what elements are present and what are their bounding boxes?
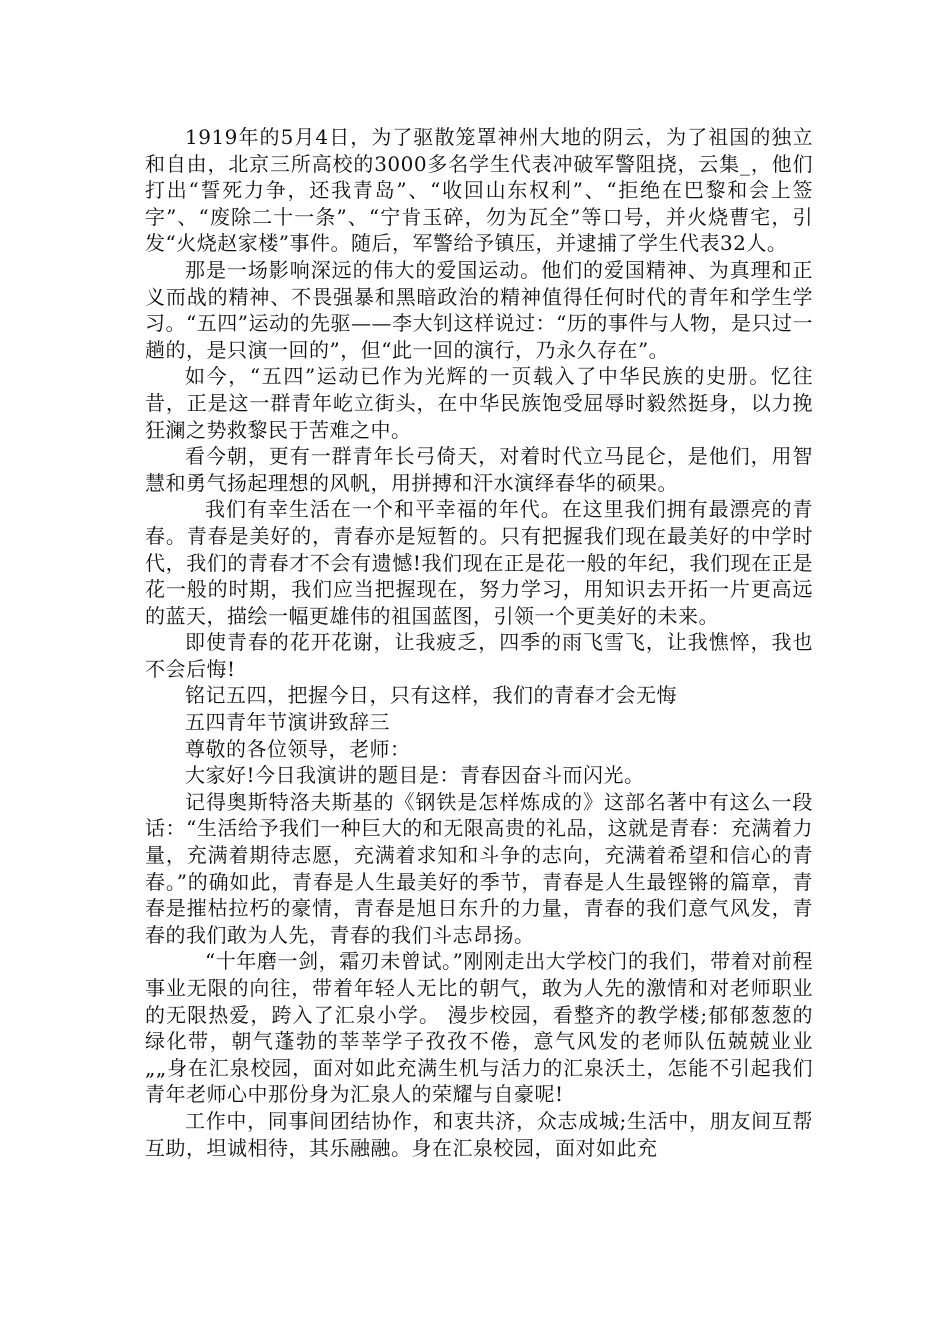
- paragraph-no-regret: 即使青春的花开花谢，让我疲乏，四季的雨飞雪飞，让我憔悴，我也不会后悔!: [145, 630, 813, 681]
- paragraph-work-and-life: 工作中，同事间团结协作，和衷共济，众志成城;生活中，朋友间互帮互助，坦诚相待，其乐融融。身在汇泉校园，面对如此充: [145, 1108, 813, 1160]
- paragraph-nowadays: 如今，“五四”运动已作为光辉的一页载入了中华民族的史册。忆往昔，正是这一群青年屹立街头，在中华民族饱受屈辱时毅然挺身，以力挽狂澜之势救黎民于苦难之中。: [145, 364, 813, 442]
- paragraph-may-fourth-1919: 1919年的5月4日，为了驱散笼罩神州大地的阴云，为了祖国的独立和自由，北京三所高校的3000多名学生代表冲破军警阻挠，云集_，他们打出“誓死力争，还我青岛”、“收回山东权利”、“拒绝在巴黎和会上签字”、“废除二十一条”、“宁肯玉碎，勿为瓦全”等口号，并火烧曹宅，引发“火烧赵家楼”事件。随后，军警给予镇压，并逮捕了学生代表32人。: [145, 125, 813, 256]
- paragraph-peaceful-era: 我们有幸生活在一个和平幸福的年代。在这里我们拥有最漂亮的青春。青春是美好的，青春亦是短暂的。只有把握我们现在最美好的中学时代，我们的青春才不会有遗憾!我们现在正是花一般的年纪，我们现在正是花一般的时期，我们应当把握现在，努力学习，用知识去开拓一片更高远的蓝天，描绘一幅更雄伟的祖国蓝图，引领一个更美好的未来。: [145, 497, 813, 628]
- paragraph-ten-years-sword: “十年磨一剑，霜刃未曾试。”刚刚走出大学校门的我们，带着对前程事业无限的向往，带着年轻人无比的朝气，敢为人先的激情和对老师职业的无限热爱，跨入了汇泉小学。 漫步校园，看整齐的教学楼;郁郁葱葱的绿化带，朝气蓬勃的莘莘学子孜孜不倦，意气风发的老师队伍兢兢业业„„身在汇泉校园，面对如此充满生机与活力的汇泉沃土，怎能不引起我们青年老师心中那份身为汇泉人的荣耀与自豪呢!: [145, 949, 813, 1107]
- paragraph-remember-may-fourth: 铭记五四，把握今日，只有这样，我们的青春才会无悔: [185, 683, 677, 708]
- section-title-speech-three: 五四青年节演讲致辞三: [185, 710, 390, 735]
- paragraph-today: 看今朝，更有一群青年长弓倚天，对着时代立马昆仑，是他们，用智慧和勇气扬起理想的风帆，用拼搏和汗水演绎春华的硕果。: [145, 444, 813, 495]
- paragraph-patriotic-movement: 那是一场影响深远的伟大的爱国运动。他们的爱国精神、为真理和正义而战的精神、不畏强暴和黑暗政治的精神值得任何时代的青年和学生学习。“五四”运动的先驱——李大钊这样说过：“历的事件与人物，是只过一趟的，是只演一回的”，但“此一回的演行，乃永久存在”。: [145, 257, 813, 362]
- paragraph-steel-quote: 记得奥斯特洛夫斯基的《钢铁是怎样炼成的》这部名著中有这么一段话：“生活给予我们一种巨大的和无限高贵的礼品，这就是青春：充满着力量，充满着期待志愿，充满着求知和斗争的志向，充满着希望和信心的青春。”的确如此，青春是人生最美好的季节，青春是人生最铿锵的篇章，青春是摧枯拉朽的豪情，青春是旭日东升的力量，青春的我们意气风发，青春的我们敢为人先，青春的我们斗志昂扬。: [145, 789, 813, 947]
- paragraph-greeting-topic: 大家好!今日我演讲的题目是：青春因奋斗而闪光。: [185, 763, 645, 788]
- paragraph-salutation: 尊敬的各位领导，老师：: [185, 736, 411, 761]
- document-body: [145, 124, 813, 1161]
